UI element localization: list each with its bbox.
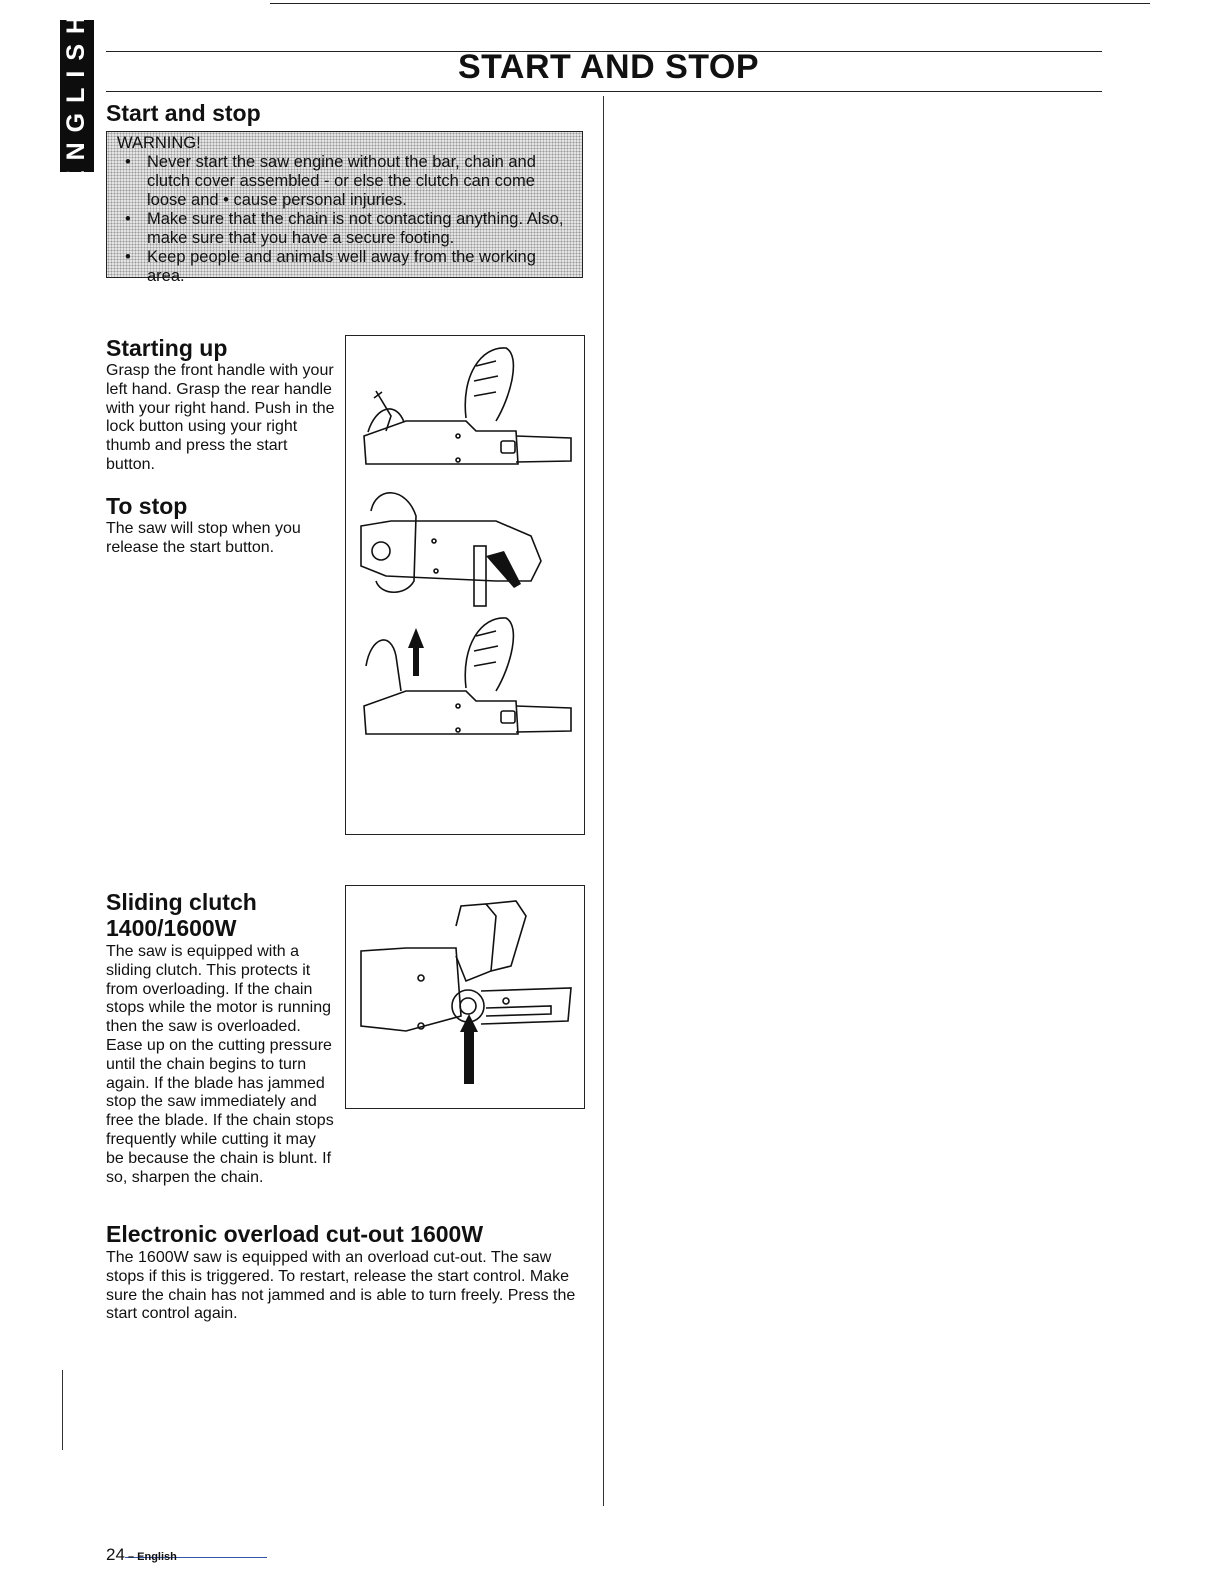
start-stop-figure xyxy=(345,335,585,835)
warning-item: • Keep people and animals well away from the working area. xyxy=(117,248,574,286)
sliding-clutch-text: The saw is equipped with a sliding clutch. This protects it from overloading. If the chain stops while the motor is running then the saw is overloaded. Ease up on the cutting pressure until the chain begins to turn again. If the blade has jammed stop the saw immediately and free the blade. If the chain stops frequently while cutting it may be because the chain is blunt. If so, sharpen the chain. xyxy=(106,943,334,1186)
page-title: START AND STOP xyxy=(458,48,760,86)
to-stop-text: The saw will stop when you release the start button. xyxy=(106,520,301,556)
footer-language: English xyxy=(137,1551,177,1563)
warning-list xyxy=(117,153,574,286)
header-rule-bottom xyxy=(106,91,1102,92)
page-footer: 24 – English xyxy=(106,1545,177,1564)
section-title-sliding-clutch-line1: Sliding clutch xyxy=(106,889,257,915)
language-tab-label: ENGLISH xyxy=(62,5,91,187)
clutch-illustration xyxy=(346,886,583,1107)
chainsaw-start-illustration xyxy=(346,336,583,833)
section-title-start-stop: Start and stop xyxy=(106,100,261,126)
column-divider xyxy=(603,96,604,1506)
warning-item: • Never start the saw engine without the bar, chain and clutch cover assembled - or else the clutch can come loose and • cause personal injuries. xyxy=(117,153,574,210)
section-title-overload: Electronic overload cut-out 1600W xyxy=(106,1221,484,1247)
page-number: 24 xyxy=(106,1545,125,1564)
language-tab xyxy=(60,5,94,187)
clutch-figure xyxy=(345,885,585,1109)
section-title-sliding-clutch-line2: 1400/1600W xyxy=(106,915,237,941)
warning-item: • Make sure that the chain is not contacting anything. Also, make sure that you have a secure footing. xyxy=(117,210,574,248)
overload-text: The 1600W saw is equipped with an overload cut-out. The saw stops if this is triggered. To restart, release the start control. Make sure the chain has not jammed and is able to turn freely. Press the start control again. xyxy=(106,1249,576,1323)
section-title-starting-up: Starting up xyxy=(106,335,228,361)
section-title-to-stop: To stop xyxy=(106,493,188,519)
margin-mark xyxy=(62,1370,63,1450)
warning-heading: WARNING! xyxy=(117,134,201,152)
top-rule xyxy=(270,3,1150,4)
starting-up-text: Grasp the front handle with your left hand. Grasp the rear handle with your right hand. Push in the lock button using your right thumb and press the start button. xyxy=(106,362,335,473)
warning-box xyxy=(106,131,583,285)
